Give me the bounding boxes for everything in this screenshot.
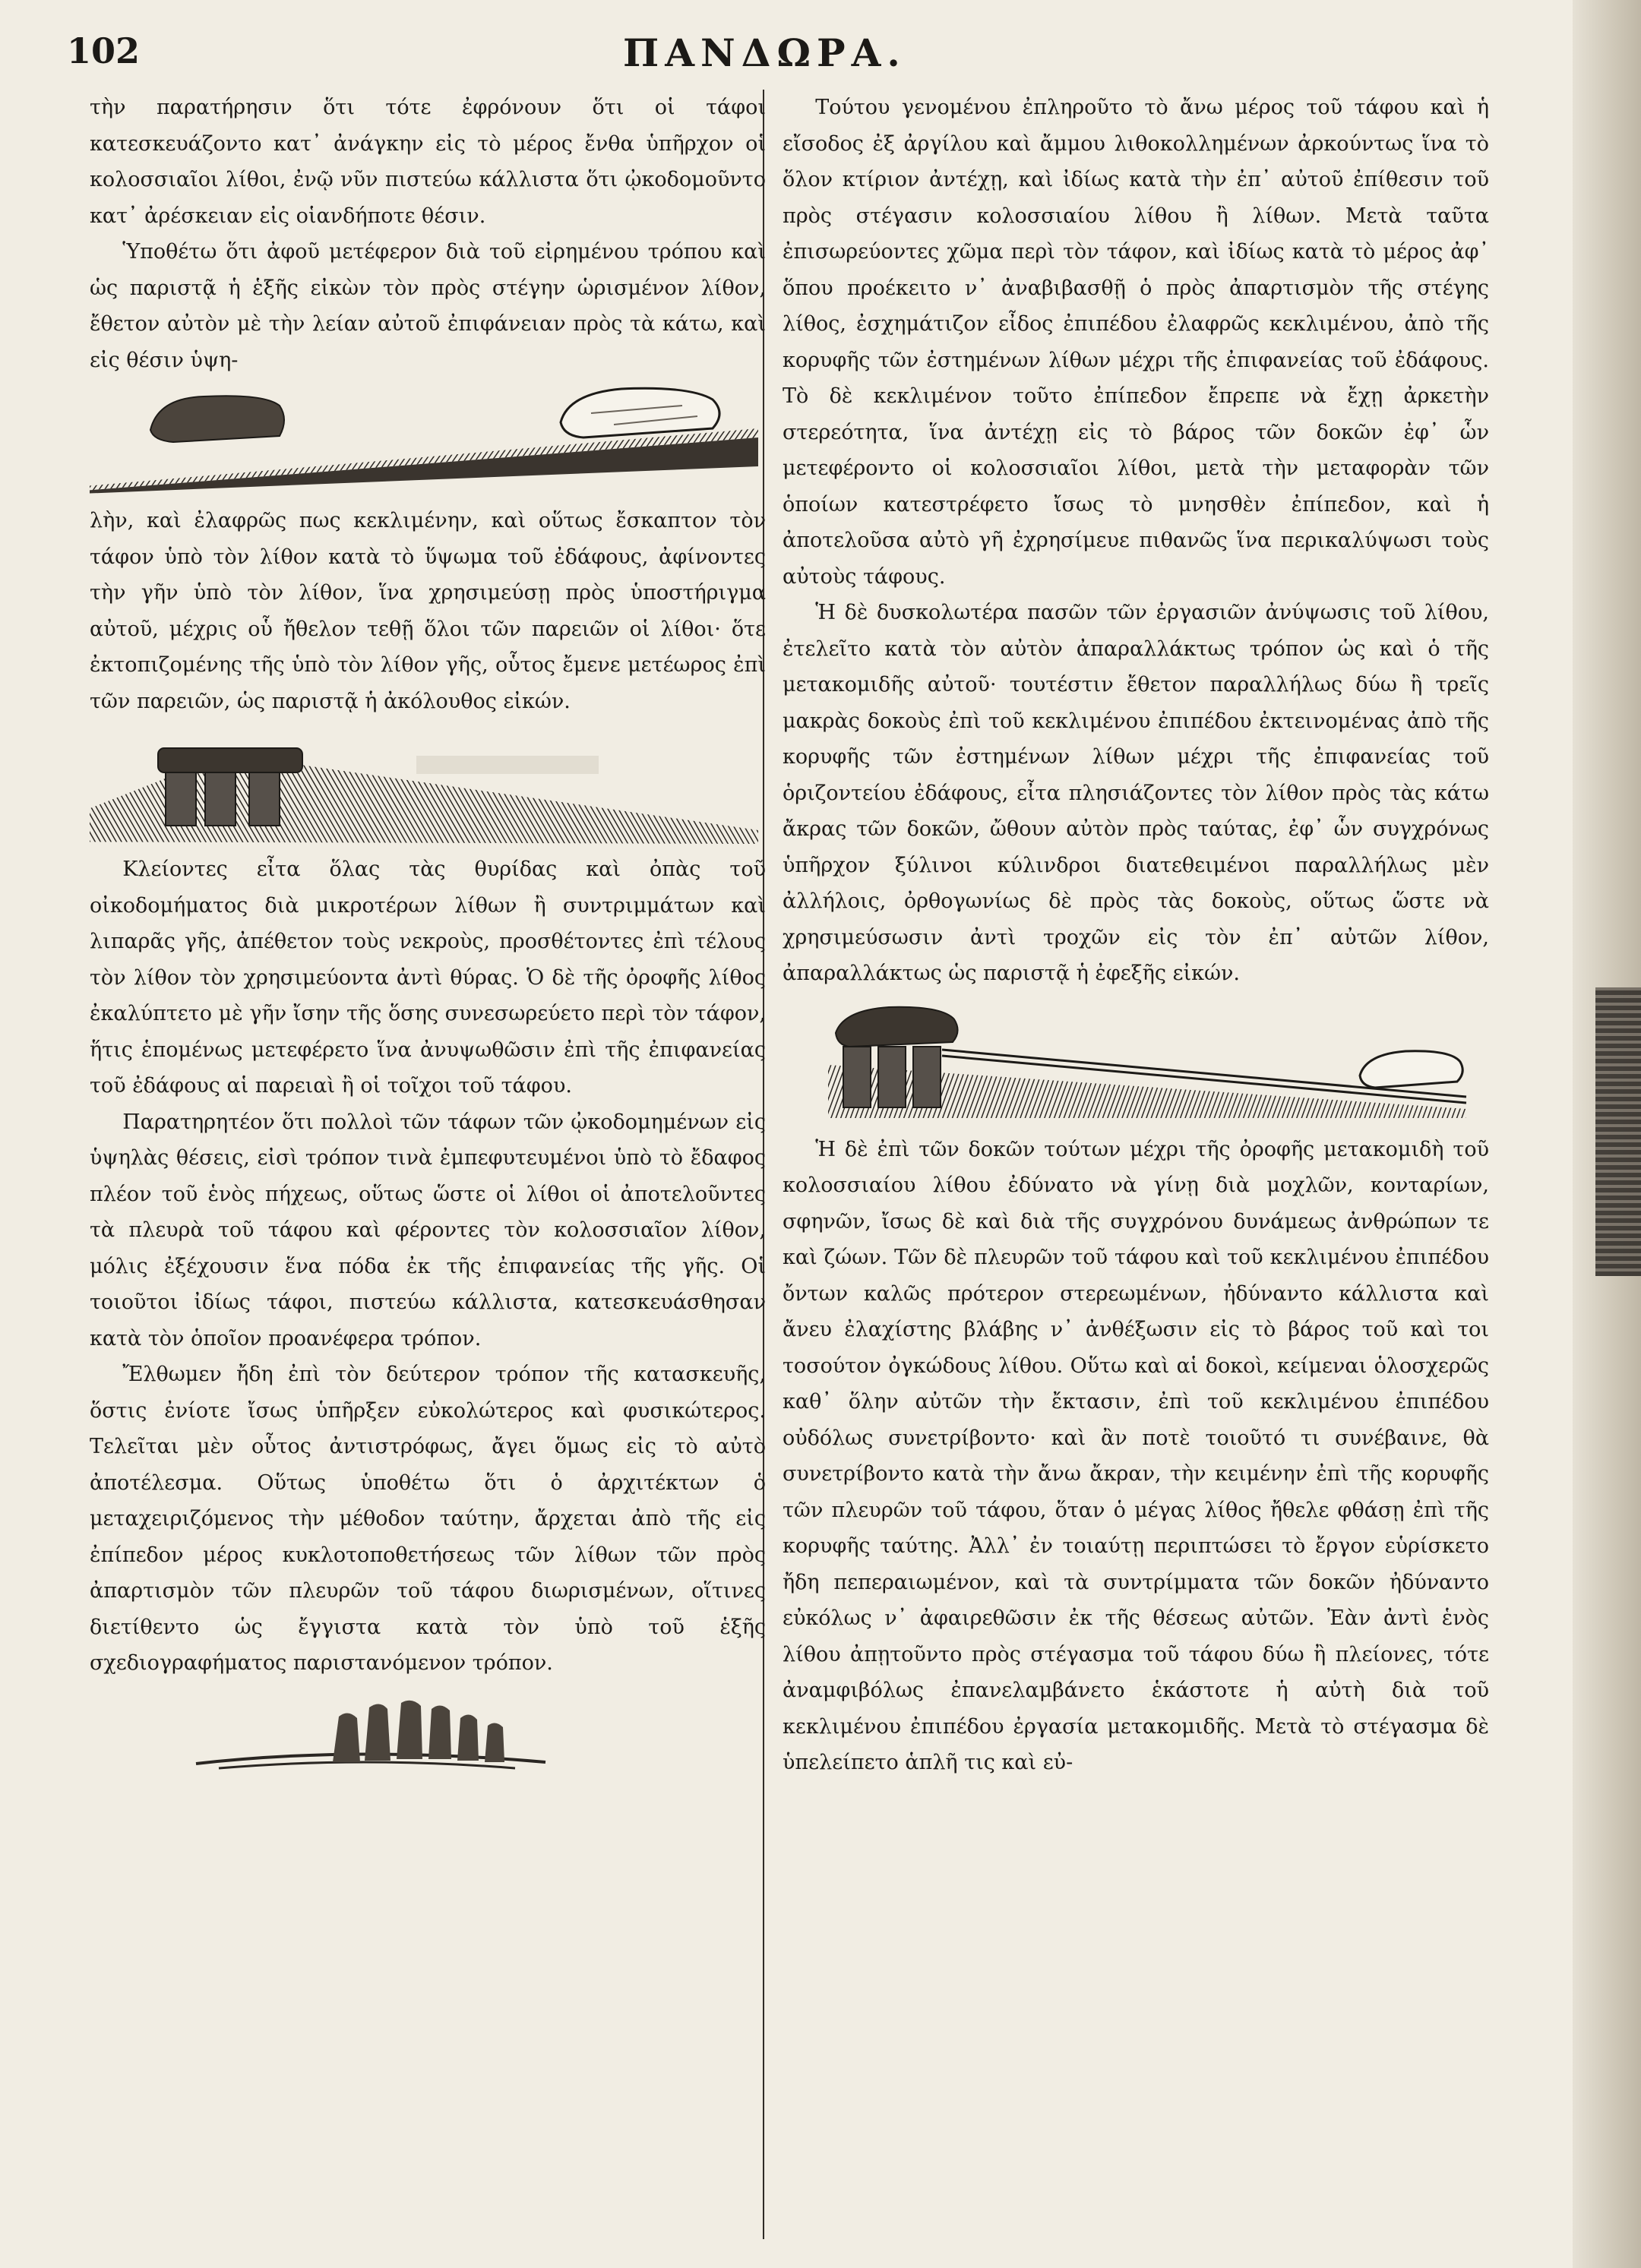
- adjacent-page-illustration-fragment: [1595, 987, 1641, 1276]
- journal-title: ΠΑΝΔΩΡΑ.: [623, 30, 906, 75]
- left-paragraph-3: λὴν, καὶ ἐλαφρῶς πως κεκλιμένην, καὶ οὕτως ἔσκαπτον τὸν τάφον ὑπὸ τὸν λίθον κατὰ τὸ ὕψωμα τοῦ ἐδάφους, ἀφίνοντες τὴν γῆν ὑπὸ τὸν λίθον, ἵνα χρησιμεύσῃ πρὸς ὑποστήριγμα αὐτοῦ, μέχρις οὗ ἤθελον τεθῇ ὅλοι τῶν παρειῶν οἱ λίθοι· ὅτε ἐκτοπιζομένης τῆς ὑπὸ τὸν λίθον γῆς, οὗτος ἔμενε μετέωρος ἐπὶ τῶν παρειῶν, ὡς παριστᾷ ἡ ἀκόλουθος εἰκών.: [90, 509, 766, 713]
- page-number: 102: [67, 30, 141, 71]
- left-paragraph-6: Ἔλθωμεν ἤδη ἐπὶ τὸν δεύτερον τρόπον τῆς κατασκευῆς, ὅστις ἐνίοτε ἴσως ὑπῆρξεν εὐκολώτερος καὶ φυσικώτερος. Τελεῖται μὲν οὗτος ἀντιστρόφως, ἄγει ὅμως εἰς τὸ αὐτὸ ἀποτέλεσμα. Οὕτως ὑποθέτω ὅτι ὁ ἀρχιτέκτων ὁ μεταχειριζόμενος τὴν μέθοδον ταύτην, ἄρχεται ἀπὸ τῆς εἰς ἐπίπεδον μέρος κυκλοτοποθετήσεως τῶν λίθων τῶν πρὸς ἀπαρτισμὸν τῶν πλευρῶν τοῦ τάφου διωρισμένων, οἵτινες διετίθεντο ὡς ἔγγιστα κατὰ τὸν ὑπὸ τοῦ ἑξῆς σχεδιογραφήματος παριστανόμενον τρόπον.: [90, 1363, 766, 1675]
- figure-stone-circle: [90, 1686, 766, 1777]
- figure-stone-on-slope: [90, 383, 766, 497]
- left-paragraph-4: Κλείοντες εἶτα ὅλας τὰς θυρίδας καὶ ὀπὰς τοῦ οἰκοδομήματος διὰ μικροτέρων λίθων ἢ συντριμμάτων καὶ λιπαρᾶς γῆς, ἀπέθετον τοὺς νεκροὺς, προσθέτοντες ἐπὶ τέλους τὸν λίθον τὸν χρησιμεύοντα ἀντὶ θύρας. Ὁ δὲ τῆς ὀροφῆς λίθος ἐκαλύπτετο μὲ γῆν ἴσην τῆς ὅσης συνεσωρεύετο περὶ τὸν τάφον, ἥτις ἑπομένως μετεφέρετο ἵνα ἀνυψωθῶσιν ἐπὶ τῆς ἐπιφανείας τοῦ ἐδάφους αἱ παρειαὶ ἢ οἱ τοῖχοι τοῦ τάφου.: [90, 858, 766, 1098]
- right-column: [783, 90, 1489, 1781]
- left-column: [90, 90, 766, 1783]
- adjacent-page-edge: [1573, 0, 1641, 2268]
- left-paragraph-2: Ὑποθέτω ὅτι ἀφοῦ μετέφερον διὰ τοῦ εἰρημένου τρόπου καὶ ὡς παριστᾷ ἡ ἑξῆς εἰκὼν τὸν πρὸς στέγην ὡρισμένον λίθον, ἔθετον αὐτὸν μὲ τὴν λείαν αὐτοῦ ἐπιφάνειαν πρὸς τὰ κάτω, καὶ εἰς θέσιν ὑψη-: [90, 240, 766, 372]
- right-paragraph-2: Ἡ δὲ δυσκολωτέρα πασῶν τῶν ἐργασιῶν ἀνύψωσις τοῦ λίθου, ἐτελεῖτο κατὰ τὸν αὐτὸν ἀπαραλλάκτως τρόπον ὡς καὶ ὁ τῆς μετακομιδῆς αὐτοῦ· τουτέστιν ἔθετον παραλλήλως δύω ἢ τρεῖς μακρὰς δοκοὺς ἐπὶ τοῦ κεκλιμένου ἐπιπέδου ἐκτεινομένας ἀπὸ τῆς κορυφῆς τῶν ἐστημένων λίθων μέχρι τῆς ἐπιφανείας τοῦ ὁριζοντείου ἐδάφους, εἶτα πλησιάζοντες τὸν λίθον πρὸς τὰς κάτω ἄκρας τῶν δοκῶν, ὤθουν αὐτὸν πρὸς ταύτας, ἐφ᾿ ὧν συγχρόνως ὑπῆρχον ξύλινοι κύλινδροι διατεθειμένοι παραλλήλως μὲν ἀλλήλοις, ὀρθογωνίως δὲ πρὸς τὰς δοκοὺς, οὕτως ὥστε νὰ χρησιμεύσωσιν ἀντὶ τροχῶν εἰς τὸν ἐπ᾿ αὐτῶν λίθον, ἀπαραλλάκτως ὡς παριστᾷ ἡ ἐφεξῆς εἰκών.: [783, 601, 1489, 985]
- figure-stone-on-beams: [783, 997, 1489, 1126]
- left-paragraph-5: Παρατηρητέον ὅτι πολλοὶ τῶν τάφων τῶν ᾠκοδομημένων εἰς ὑψηλὰς θέσεις, εἰσὶ τρόπον τινὰ ἐμπεφυτευμένοι ὑπὸ τὸ ἔδαφος πλέον τοῦ ἑνὸς πήχεως, οὕτως ὥστε οἱ λίθοι οἱ ἀποτελοῦντες τὰ πλευρὰ τοῦ τάφου καὶ φέροντες τὸν κολοσσιαῖον λίθον, μόλις ἐξέχουσιν ἕνα πόδα ἐκ τῆς ἐπιφανείας τῆς γῆς. Οἱ τοιοῦτοι ἰδίως τάφοι, πιστεύω κάλλιστα, κατεσκευάσθησαν κατὰ τὸν ὁποῖον προανέφερα τρόπον.: [90, 1110, 766, 1350]
- right-paragraph-3: Ἡ δὲ ἐπὶ τῶν δοκῶν τούτων μέχρι τῆς ὀροφῆς μετακομιδὴ τοῦ κολοσσιαίου λίθου ἐδύνατο νὰ γίνῃ διὰ μοχλῶν, κονταρίων, σφηνῶν, ἴσως δὲ καὶ διὰ τῆς συγχρόνου δυνάμεως ἀνθρώπων τε καὶ ζώων. Τῶν δὲ πλευρῶν τοῦ τάφου καὶ τοῦ κεκλιμένου ἐπιπέδου ὄντων καλῶς πρότερον στερεωμένων, ἠδύναντο κάλλιστα καὶ ἄνευ ἐλαχίστης βλάβης ν᾿ ἀνθέξωσιν εἰς τὸ βάρος τοῦ καὶ τοι τοσούτον ὀγκώδους λίθου. Οὕτω καὶ αἱ δοκοὶ, κείμεναι ὁλοσχερῶς καθ᾿ ὅλην αὐτῶν τὴν ἔκτασιν, ἐπὶ τοῦ κεκλιμένου ἐπιπέδου οὐδόλως συνετρίβοντο· καὶ ἂν ποτὲ τοιοῦτό τι συνέβαινε, θὰ συνετρίβοντο κατὰ τὴν ἄνω ἄκραν, τὴν κειμένην ἐπὶ τῆς κορυφῆς τῶν πλευρῶν τοῦ τάφου, ὅταν ὁ μέγας λίθος ἤθελε φθάσῃ ἐπὶ τῆς κορυφῆς ταύτης. Ἀλλ᾿ ἐν τοιαύτῃ περιπτώσει τὸ ἔργον εὑρίσκετο ἤδη πεπεραιωμένον, καὶ τὰ συντρίμματα τῶν δοκῶν ἠδύναντο εὐκόλως ν᾿ ἀφαιρεθῶσιν ἐκ τῆς θέσεως αὐτῶν. Ἐὰν ἀντὶ ἑνὸς λίθου ἀπῃτοῦντο πρὸς στέγασμα τοῦ τάφου δύω ἢ πλείονες, τότε ἀναμφιβόλως ἐπανελαμβάνετο ἑκάστοτε ἡ αὐτὴ διὰ τοῦ κεκλιμένου ἐπιπέδου ἐργασία μετακομιδῆς. Μετὰ τὸ στέγασμα δὲ ὑπελείπετο ἁπλῆ τις καὶ εὐ-: [783, 1137, 1489, 1774]
- page-header: [0, 23, 1565, 91]
- right-paragraph-1: Τούτου γενομένου ἐπληροῦτο τὸ ἄνω μέρος τοῦ τάφου καὶ ἡ εἴσοδος ἐξ ἀργίλου καὶ ἄμμου λιθοκολλημένων ἀρκούντως ἵνα τὸ ὅλον κτίριον ἀντέχῃ, καὶ ἰδίως κατὰ τὴν ἐπ᾿ αὐτοῦ ἐπίθεσιν τοῦ πρὸς στέγασιν κολοσσιαίου λίθου ἢ λίθων. Μετὰ ταῦτα ἐπισωρεύοντες χῶμα περὶ τὸν τάφον, καὶ ἰδίως κατὰ τὸ μέρος ἀφ᾿ ὅπου προέκειτο ν᾿ ἀναβιβασθῇ ὁ πρὸς ἀπαρτισμὸν τῆς στέγης λίθος, ἐσχημάτιζον εἶδος ἐπιπέδου ἐλαφρῶς κεκλιμένου, ἀπὸ τῆς κορυφῆς τῶν ἐστημένων λίθων μέχρι τῆς ἐπιφανείας τοῦ ἐδάφους. Τὸ δὲ κεκλιμένον τοῦτο ἐπίπεδον ἔπρεπε νὰ ἔχῃ ἀρκετὴν στερεότητα, ἵνα ἀντέχῃ εἰς τὸ βάρος τῶν δοκῶν ἐφ᾿ ὧν μετεφέροντο οἱ κολοσσιαῖοι λίθοι, μετὰ τὴν μεταφορὰν τῶν ὁποίων κατεστρέφετο ἴσως τὸ μνησθὲν ἐπίπεδον, καὶ ἡ ἀποτελοῦσα αὐτὸ γῆ ἐχρησίμευε πιθανῶς ἵνα περικαλύψωσι τοὺς αὐτοὺς τάφους.: [783, 96, 1489, 589]
- left-paragraph-1: τὴν παρατήρησιν ὅτι τότε ἐφρόνουν ὅτι οἱ τάφοι κατεσκευάζοντο κατ᾿ ἀνάγκην εἰς τὸ μέρος ἔνθα ὑπῆρχον οἱ κολοσσιαῖοι λίθοι, ἐνῷ νῦν πιστεύω κάλλιστα ὅτι ᾠκοδομοῦντο κατ᾿ ἀρέσκειαν εἰς οἱανδήποτε θέσιν.: [90, 96, 766, 228]
- figure-dolmen-on-slope: [90, 724, 766, 845]
